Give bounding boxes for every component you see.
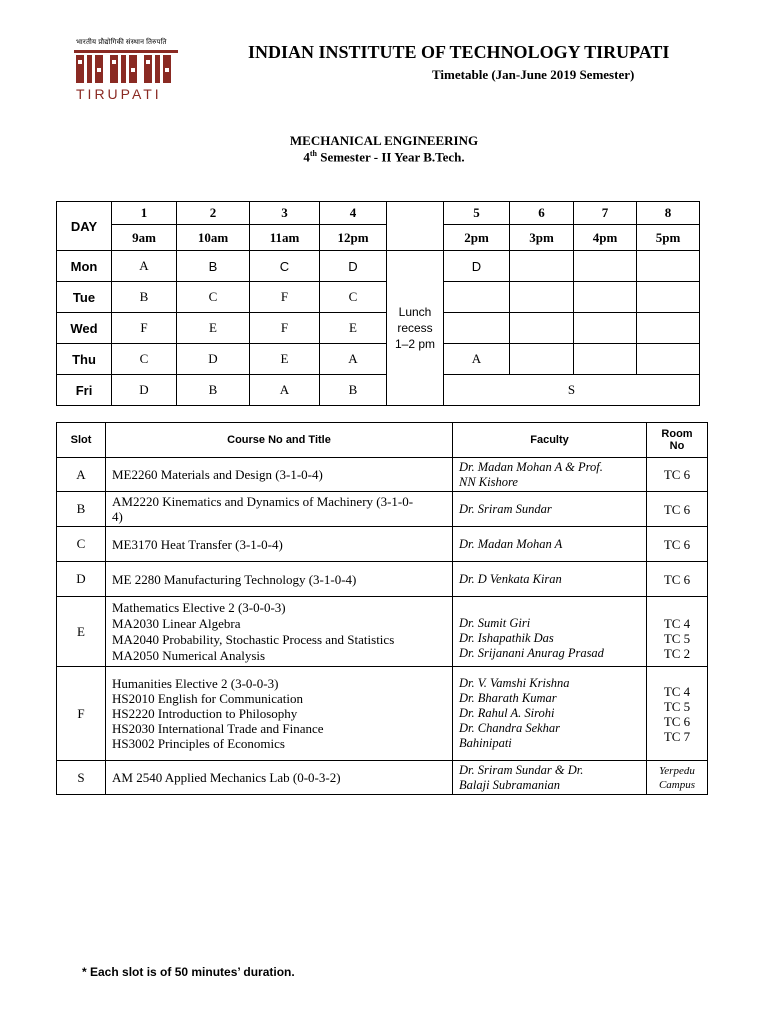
table-row (57, 527, 708, 562)
table-row (57, 667, 708, 761)
day-label: Fri (57, 375, 112, 406)
course-title-line: Humanities Elective 2 (3-0-0-3) (112, 676, 279, 691)
room-line: TC 6 (663, 467, 691, 482)
table-row (57, 761, 708, 795)
course-faculty (453, 562, 647, 597)
course-title-line: 4) (112, 509, 123, 524)
faculty-line: Dr. Chandra Sekhar (459, 721, 561, 735)
institute-name: INDIAN INSTITUTE OF TECHNOLOGY TIRUPATI (248, 42, 670, 62)
table-row (57, 597, 708, 667)
room-line: TC 6 (663, 571, 691, 587)
lab-slot-cell: S (444, 375, 700, 406)
slot-cell (637, 313, 700, 344)
faculty-line: Dr. V. Vamshi Krishna (459, 676, 570, 690)
faculty-line: Dr. Rahul A. Sirohi (459, 706, 555, 720)
col-header-room (647, 423, 708, 458)
weekly-timetable (56, 201, 700, 406)
course-faculty (453, 597, 647, 667)
slot-cell: A (250, 375, 320, 406)
course-title-line: ME2260 Materials and Design (3-1-0-4) (112, 467, 323, 482)
lunch-line: 1–2 pm (394, 337, 436, 351)
slot-cell: B (177, 375, 250, 406)
slot-number: 1 (112, 202, 177, 225)
day-label: Mon (57, 251, 112, 282)
logo-city-text: TIRUPATI (76, 86, 162, 102)
slot-number: 6 (510, 202, 574, 225)
slot-cell: C (320, 282, 387, 313)
slot-cell (574, 251, 637, 282)
course-title-line: HS3002 Principles of Economics (112, 736, 285, 751)
course-title (106, 458, 453, 492)
course-title-line: ME 2280 Manufacturing Technology (3-1-0-4) (112, 571, 357, 587)
course-room (647, 667, 708, 761)
faculty-line: Dr. Ishapathik Das (459, 631, 554, 645)
timetable-row (57, 375, 700, 406)
faculty-line: Dr. Madan Mohan A (459, 536, 563, 551)
day-label: Thu (57, 344, 112, 375)
timetable-row (57, 251, 700, 282)
institute-logo (70, 38, 182, 104)
slot-number: 7 (574, 202, 637, 225)
slot-cell: C (250, 251, 320, 282)
room-line: TC 2 (663, 646, 691, 661)
slot-cell: B (177, 251, 250, 282)
course-room (647, 562, 708, 597)
timetable-title: Timetable (Jan-June 2019 Semester) (432, 67, 635, 82)
lunch-header-blank (387, 202, 444, 251)
faculty-line: Dr. Bharath Kumar (459, 691, 557, 705)
course-title-line: HS2220 Introduction to Philosophy (112, 706, 298, 721)
timetable-row (57, 313, 700, 344)
faculty-line: Dr. Sriram Sundar & Dr. (459, 762, 584, 777)
course-room (647, 492, 708, 527)
day-header: DAY (57, 202, 112, 251)
slot-number: 3 (250, 202, 320, 225)
slot-time: 2pm (444, 225, 510, 251)
timetable-row (57, 282, 700, 313)
slot-time: 12pm (320, 225, 387, 251)
room-line: TC 6 (663, 713, 691, 729)
slot-cell: C (177, 282, 250, 313)
logo-hindi-text: भारतीय प्रौद्योगिकी संस्थान तिरुपति (76, 38, 167, 46)
slot-cell (510, 282, 574, 313)
slot-time: 4pm (574, 225, 637, 251)
slot-cell (444, 282, 510, 313)
semester-number: 4 (303, 149, 310, 165)
semester-suffix: th (309, 149, 317, 158)
slot-cell: D (177, 344, 250, 375)
slot-cell (510, 313, 574, 344)
faculty-line: Balaji Subramanian (459, 777, 561, 792)
room-line: TC 6 (663, 501, 691, 517)
slot-cell (444, 313, 510, 344)
slot-cell: E (320, 313, 387, 344)
slot-cell: F (250, 313, 320, 344)
faculty-line: Bahinipati (459, 736, 512, 750)
room-line: Yerpedu (659, 764, 695, 777)
course-faculty (453, 667, 647, 761)
faculty-line: Dr. Sumit Giri (459, 616, 531, 630)
semester-text: Semester - II Year B.Tech. (316, 149, 465, 165)
slot-number: 8 (637, 202, 700, 225)
course-slot: E (57, 597, 106, 667)
course-slot: S (57, 761, 106, 795)
col-header-faculty: Faculty (453, 423, 647, 458)
course-room (647, 597, 708, 667)
department-name: MECHANICAL ENGINEERING (289, 133, 479, 148)
slot-cell (510, 251, 574, 282)
room-line: TC 5 (663, 698, 691, 714)
course-slot: F (57, 667, 106, 761)
faculty-line: Dr. Sriram Sundar (459, 501, 552, 516)
course-slot: A (57, 458, 106, 492)
lunch-recess (387, 251, 444, 406)
course-room (647, 761, 708, 795)
faculty-line: NN Kishore (459, 474, 518, 489)
slot-cell: E (177, 313, 250, 344)
course-title-line: MA2030 Linear Algebra (112, 615, 241, 631)
course-title-line: HS2010 English for Communication (112, 691, 304, 706)
slot-cell: F (112, 313, 177, 344)
slot-time: 9am (112, 225, 177, 251)
course-title (106, 761, 453, 795)
table-row (57, 562, 708, 597)
course-slot: D (57, 562, 106, 597)
slot-cell: E (250, 344, 320, 375)
day-label: Tue (57, 282, 112, 313)
slot-cell (574, 313, 637, 344)
day-label: Wed (57, 313, 112, 344)
slot-cell (510, 344, 574, 375)
faculty-line: Dr. Madan Mohan A & Prof. (459, 459, 603, 474)
slot-cell (574, 344, 637, 375)
course-room (647, 458, 708, 492)
course-faculty (453, 527, 647, 562)
room-header-line: No (669, 440, 685, 452)
semester-line (0, 149, 768, 165)
slot-time: 11am (250, 225, 320, 251)
faculty-line: Dr. D Venkata Kiran (459, 571, 562, 586)
course-title-line: ME3170 Heat Transfer (3-1-0-4) (112, 536, 283, 552)
course-title-line: AM2220 Kinematics and Dynamics of Machinery (3-1-0- (112, 494, 414, 509)
course-title-line: HS2030 International Trade and Finance (112, 721, 324, 736)
slot-cell: B (112, 282, 177, 313)
slot-cell: D (444, 251, 510, 282)
slot-time: 3pm (510, 225, 574, 251)
room-line: TC 4 (663, 683, 691, 699)
slot-cell (574, 282, 637, 313)
duration-footnote: * Each slot is of 50 minutes’ duration. (82, 965, 295, 979)
room-line: TC 6 (663, 536, 691, 552)
room-line: TC 7 (663, 728, 691, 744)
slot-cell (637, 282, 700, 313)
course-title (106, 527, 453, 562)
slot-cell (637, 344, 700, 375)
slot-cell: C (112, 344, 177, 375)
course-title (106, 597, 453, 667)
course-slot: C (57, 527, 106, 562)
table-row (57, 458, 708, 492)
slot-time: 5pm (637, 225, 700, 251)
slot-number: 2 (177, 202, 250, 225)
room-line: TC 5 (663, 631, 691, 646)
room-header-line: Room (661, 428, 693, 440)
slot-cell: D (112, 375, 177, 406)
course-title-line: MA2040 Probability, Stochastic Process and Statistics (112, 631, 395, 647)
slot-time: 10am (177, 225, 250, 251)
room-line: Campus (658, 778, 696, 791)
slot-cell (637, 251, 700, 282)
col-header-course: Course No and Title (106, 423, 453, 458)
course-table-header (57, 423, 708, 458)
course-title (106, 492, 453, 527)
course-title (106, 667, 453, 761)
course-slot: B (57, 492, 106, 527)
slot-cell: B (320, 375, 387, 406)
room-line: TC 4 (663, 616, 691, 631)
slot-cell: A (320, 344, 387, 375)
course-title (106, 562, 453, 597)
course-title-line: MA2050 Numerical Analysis (112, 647, 266, 663)
course-faculty (453, 492, 647, 527)
table-row (57, 492, 708, 527)
course-room (647, 527, 708, 562)
faculty-line: Dr. Srijanani Anurag Prasad (459, 646, 604, 660)
lunch-line: recess (397, 321, 433, 335)
course-faculty (453, 458, 647, 492)
slot-number: 5 (444, 202, 510, 225)
course-table (56, 422, 708, 795)
course-title-line: AM 2540 Applied Mechanics Lab (0-0-3-2) (112, 770, 341, 785)
slot-cell: A (444, 344, 510, 375)
lunch-line: Lunch (398, 305, 432, 319)
slot-number: 4 (320, 202, 387, 225)
course-faculty (453, 761, 647, 795)
slot-cell: F (250, 282, 320, 313)
logo-emblem-icon (74, 46, 178, 84)
col-header-slot: Slot (57, 423, 106, 458)
timetable-row (57, 344, 700, 375)
slot-cell: A (112, 251, 177, 282)
course-title-line: Mathematics Elective 2 (3-0-0-3) (112, 599, 286, 615)
slot-cell: D (320, 251, 387, 282)
